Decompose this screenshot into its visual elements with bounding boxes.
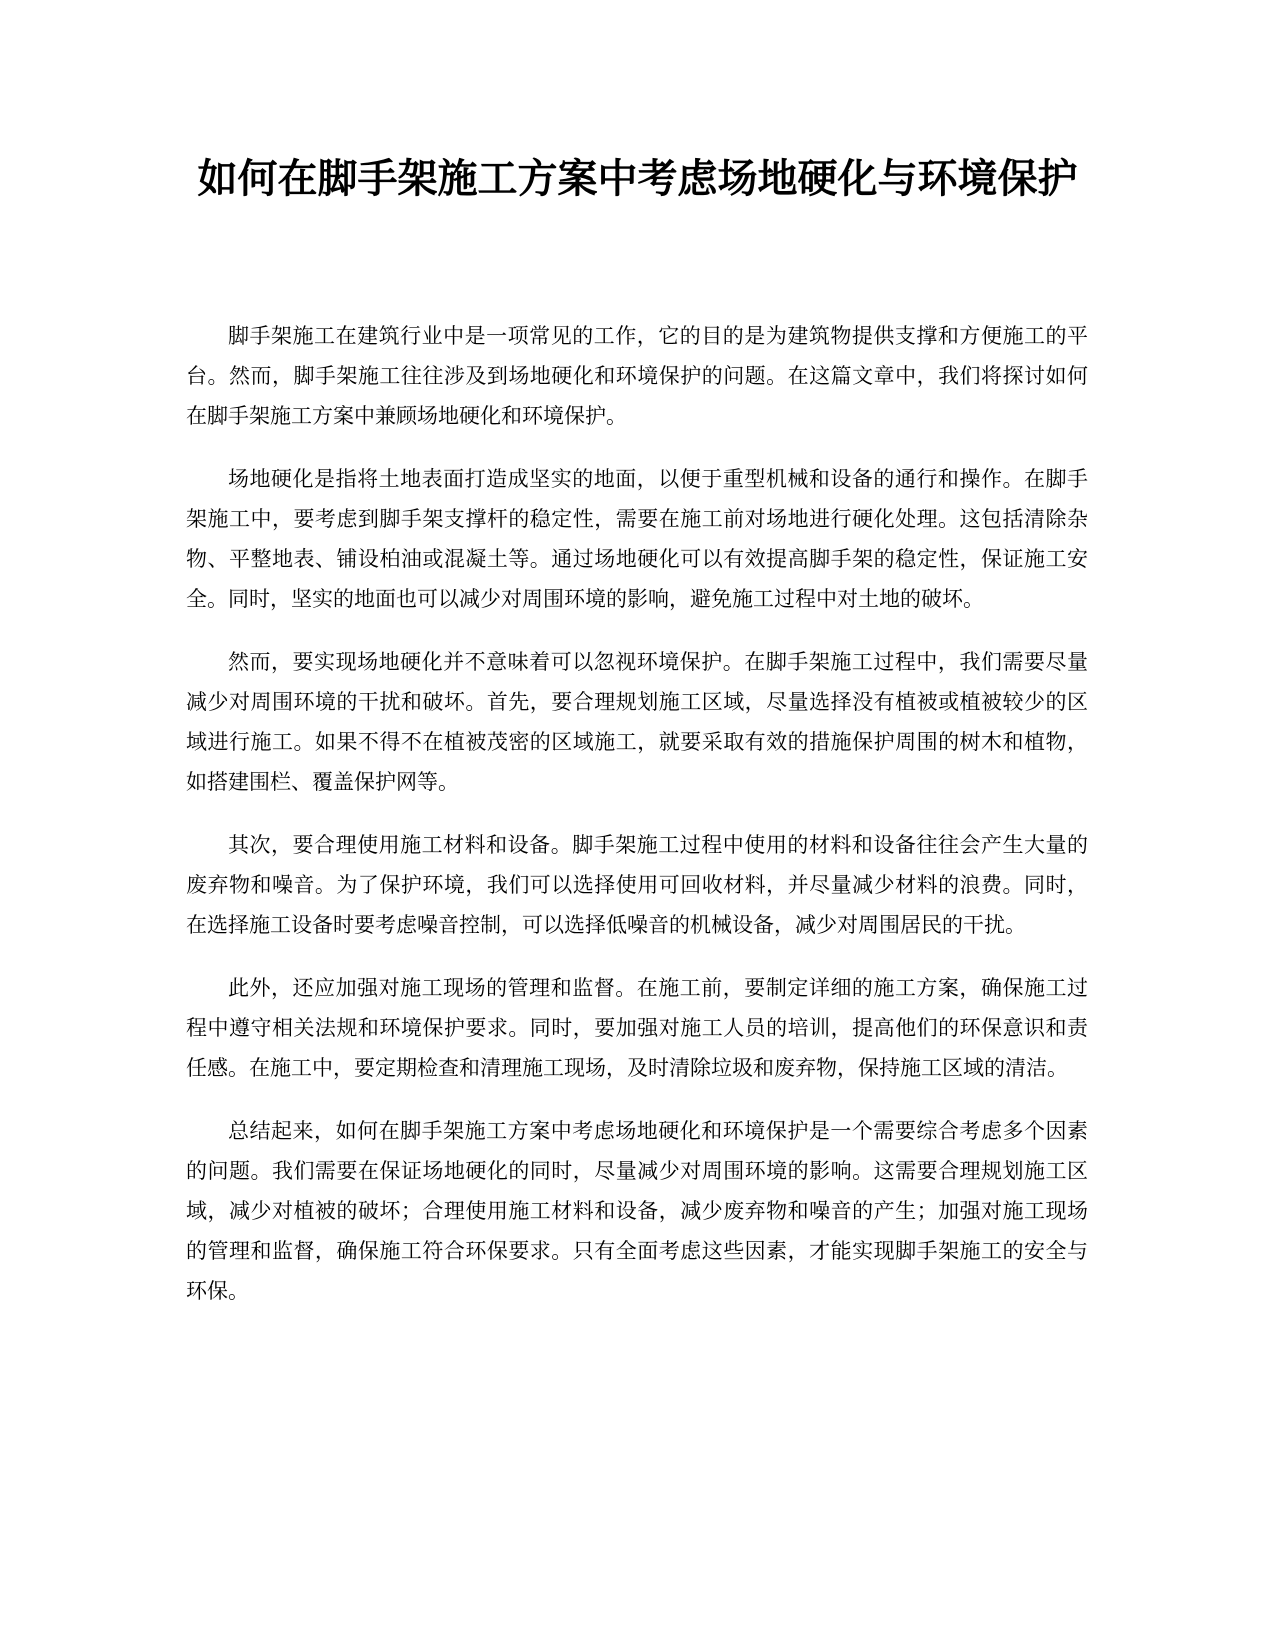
paragraph-1: 脚手架施工在建筑行业中是一项常见的工作，它的目的是为建筑物提供支撑和方便施工的平台。然而，脚手架施工往往涉及到场地硬化和环境保护的问题。在这篇文章中，我们将探讨如何在脚手架施工方案中兼顾场地硬化和环境保护。 xyxy=(186,324,1088,428)
paragraph-4: 其次，要合理使用施工材料和设备。脚手架施工过程中使用的材料和设备往往会产生大量的废弃物和噪音。为了保护环境，我们可以选择使用可回收材料，并尽量减少材料的浪费。同时，在选择施工设备时要考虑噪音控制，可以选择低噪音的机械设备，减少对周围居民的干扰。 xyxy=(186,833,1088,937)
document-title: 如何在脚手架施工方案中考虑场地硬化与环境保护 xyxy=(197,156,1078,202)
paragraph-3: 然而，要实现场地硬化并不意味着可以忽视环境保护。在脚手架施工过程中，我们需要尽量减少对周围环境的干扰和破坏。首先，要合理规划施工区域，尽量选择没有植被或植被较少的区域进行施工。如果不得不在植被茂密的区域施工，就要采取有效的措施保护周围的树木和植物，如搭建围栏、覆盖保护网等。 xyxy=(186,650,1088,794)
paragraph-6: 总结起来，如何在脚手架施工方案中考虑场地硬化和环境保护是一个需要综合考虑多个因素的问题。我们需要在保证场地硬化的同时，尽量减少对周围环境的影响。这需要合理规划施工区域，减少对植被的破坏；合理使用施工材料和设备，减少废弃物和噪音的产生；加强对施工现场的管理和监督，确保施工符合环保要求。只有全面考虑这些因素，才能实现脚手架施工的安全与环保。 xyxy=(186,1119,1088,1303)
paragraph-2: 场地硬化是指将土地表面打造成坚实的地面，以便于重型机械和设备的通行和操作。在脚手架施工中，要考虑到脚手架支撑杆的稳定性，需要在施工前对场地进行硬化处理。这包括清除杂物、平整地表、铺设柏油或混凝土等。通过场地硬化可以有效提高脚手架的稳定性，保证施工安全。同时，坚实的地面也可以减少对周围环境的影响，避免施工过程中对土地的破坏。 xyxy=(186,467,1088,611)
document-body xyxy=(186,316,1088,1334)
paragraph-5: 此外，还应加强对施工现场的管理和监督。在施工前，要制定详细的施工方案，确保施工过程中遵守相关法规和环境保护要求。同时，要加强对施工人员的培训，提高他们的环保意识和责任感。在施工中，要定期检查和清理施工现场，及时清除垃圾和废弃物，保持施工区域的清洁。 xyxy=(186,976,1088,1080)
